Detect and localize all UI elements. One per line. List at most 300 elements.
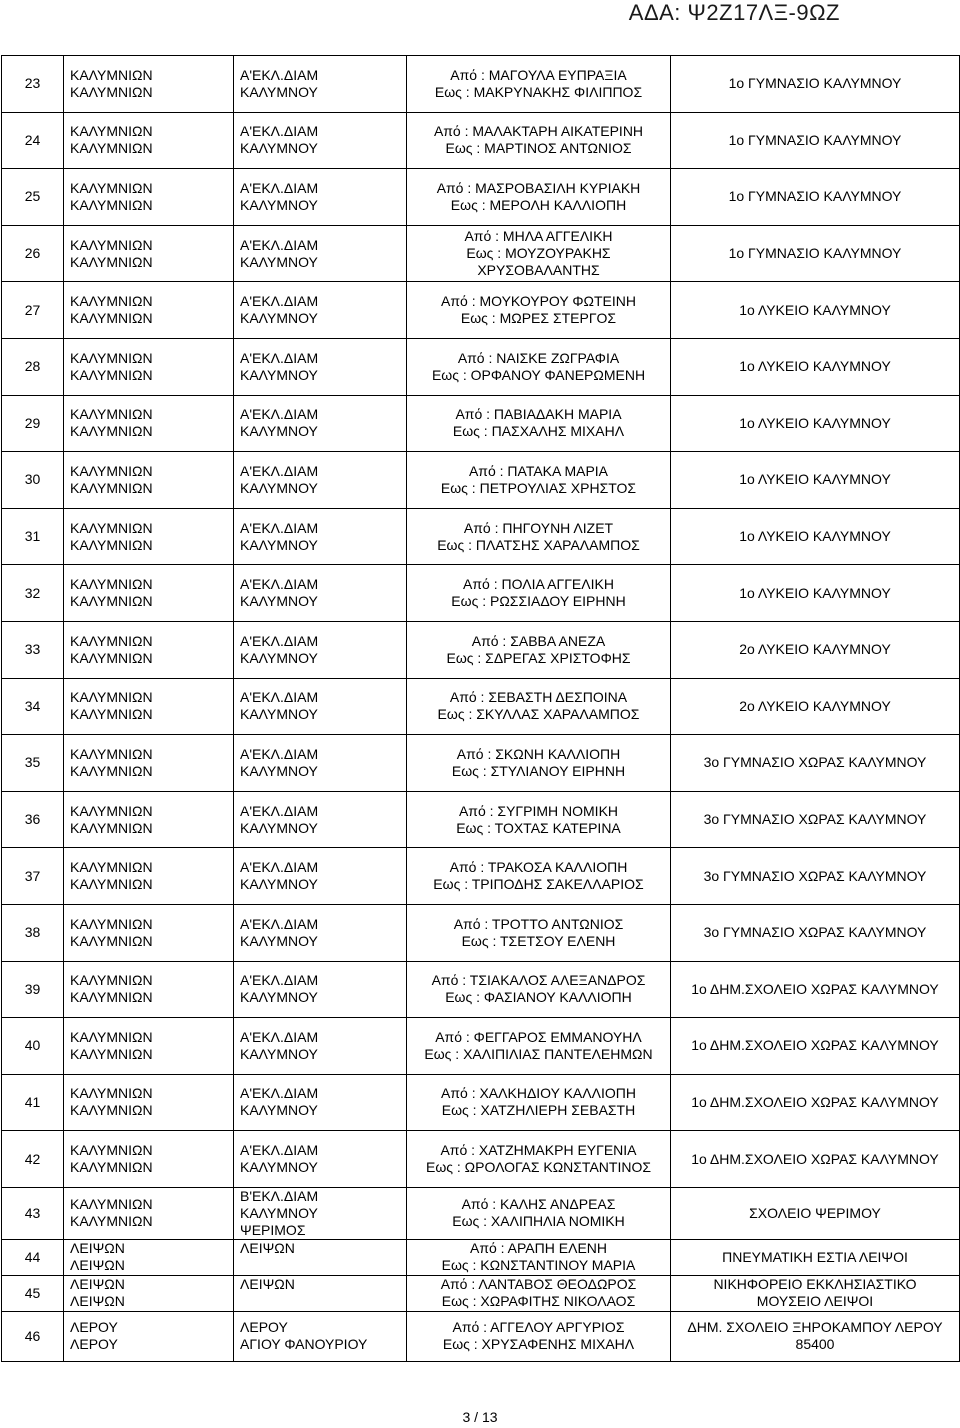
voter-range-cell-line: Από : ΑΓΓΕΛΟΥ ΑΡΓΥΡΙΟΣ	[452, 1319, 625, 1336]
voter-range-cell-line: Από : ΜΑΣΡΟΒΑΣΙΛΗ ΚΥΡΙΑΚΗ	[436, 179, 641, 196]
table-row	[2, 735, 960, 792]
row-number	[2, 112, 64, 169]
table-row	[2, 1275, 960, 1311]
row-number	[2, 56, 64, 113]
district-cell	[234, 678, 407, 735]
district-cell-line: ΚΑΛΥΜΝΟΥ	[240, 649, 318, 666]
row-number-line: 44	[24, 1248, 41, 1265]
school-cell-line: 1ο ΛΥΚΕΙΟ ΚΑΛΥΜΝΟΥ	[739, 471, 891, 488]
school-cell-line: 1ο ΛΥΚΕΙΟ ΚΑΛΥΜΝΟΥ	[739, 584, 891, 601]
municipality-cell	[64, 395, 234, 452]
voter-range-cell-line: Εως : ΤΣΕΤΣΟΥ ΕΛΕΝΗ	[461, 932, 616, 949]
voter-range-cell-line: Από : ΜΟΥΚΟΥΡΟΥ ΦΩΤΕΙΝΗ	[441, 293, 636, 310]
municipality-cell-line: ΚΑΛΥΜΝΙΩΝ	[70, 1102, 153, 1119]
row-number-line: 30	[24, 471, 41, 488]
municipality-cell-line: ΚΑΛΥΜΝΙΩΝ	[70, 1196, 153, 1213]
municipality-cell	[64, 1311, 234, 1361]
district-cell-line: ΚΑΛΥΜΝΟΥ	[240, 196, 318, 213]
district-cell-line	[240, 1293, 406, 1310]
voter-range-cell	[407, 791, 671, 848]
voter-range-cell-line: Εως : ΡΩΣΣΙΑΔΟΥ ΕΙΡΗΝΗ	[451, 593, 626, 610]
voter-range-cell-line: Εως : ΜΑΚΡΥΝΑΚΗΣ ΦΙΛΙΠΠΟΣ	[434, 83, 643, 100]
school-cell	[671, 112, 960, 169]
district-cell	[234, 1275, 407, 1311]
voter-range-cell-line: Εως : ΧΑΤΖΗΛΙΕΡΗ ΣΕΒΑΣΤΗ	[441, 1102, 636, 1119]
voter-range-cell-line: Από : ΠΗΓΟΥΝΗ ΛΙΖΕΤ	[463, 519, 614, 536]
voter-range-cell	[407, 1074, 671, 1131]
municipality-cell-line: ΚΑΛΥΜΝΙΩΝ	[70, 1159, 153, 1176]
row-number	[2, 961, 64, 1018]
municipality-cell-line: ΚΑΛΥΜΝΙΩΝ	[70, 1028, 153, 1045]
district-cell-line: ΚΑΛΥΜΝΟΥ	[240, 819, 318, 836]
school-cell	[671, 1311, 960, 1361]
school-cell-line: 1ο ΓΥΜΝΑΣΙΟ ΚΑΛΥΜΝΟΥ	[728, 75, 902, 92]
district-cell-line: Α'ΕΚΛ.ΔΙΑΜ	[240, 745, 319, 762]
municipality-cell-line: ΚΑΛΥΜΝΙΩΝ	[70, 519, 153, 536]
row-number	[2, 1187, 64, 1239]
district-cell-line: ΚΑΛΥΜΝΟΥ	[240, 423, 318, 440]
district-cell	[234, 169, 407, 226]
table-row	[2, 791, 960, 848]
district-cell	[234, 282, 407, 339]
voter-range-cell-line: Από : ΜΗΛΑ ΑΓΓΕΛΙΚΗ	[464, 228, 613, 245]
school-cell-line: 3ο ΓΥΜΝΑΣΙΟ ΧΩΡΑΣ ΚΑΛΥΜΝΟΥ	[703, 924, 927, 941]
school-cell	[671, 508, 960, 565]
table-row	[2, 1311, 960, 1361]
row-number-line: 28	[24, 358, 41, 375]
district-cell-line: Α'ΕΚΛ.ΔΙΑΜ	[240, 406, 319, 423]
row-number-line: 34	[24, 697, 41, 714]
voter-range-cell	[407, 735, 671, 792]
municipality-cell-line: ΚΑΛΥΜΝΙΩΝ	[70, 819, 153, 836]
row-number	[2, 508, 64, 565]
municipality-cell	[64, 678, 234, 735]
district-cell-line: ΚΑΛΥΜΝΟΥ	[240, 310, 318, 327]
district-cell-line: ΚΑΛΥΜΝΟΥ	[240, 876, 318, 893]
voter-range-cell-line: Εως : ΜΕΡΟΛΗ ΚΑΛΛΙΟΠΗ	[450, 196, 627, 213]
school-cell	[671, 848, 960, 905]
district-cell-line: Α'ΕΚΛ.ΔΙΑΜ	[240, 66, 319, 83]
municipality-cell	[64, 621, 234, 678]
school-cell	[671, 1018, 960, 1075]
municipality-cell	[64, 452, 234, 509]
table-row	[2, 282, 960, 339]
municipality-cell	[64, 112, 234, 169]
district-cell-line: Α'ΕΚΛ.ΔΙΑΜ	[240, 802, 319, 819]
school-cell-line: 1ο ΛΥΚΕΙΟ ΚΑΛΥΜΝΟΥ	[739, 414, 891, 431]
row-number	[2, 169, 64, 226]
table-row	[2, 961, 960, 1018]
school-cell	[671, 735, 960, 792]
school-cell-line: 1ο ΓΥΜΝΑΣΙΟ ΚΑΛΥΜΝΟΥ	[728, 188, 902, 205]
district-cell-line: ΚΑΛΥΜΝΟΥ	[240, 593, 318, 610]
municipality-cell-line: ΛΕΡΟΥ	[70, 1319, 118, 1336]
district-cell-line: ΚΑΛΥΜΝΟΥ	[240, 366, 318, 383]
school-cell-line: 3ο ΓΥΜΝΑΣΙΟ ΧΩΡΑΣ ΚΑΛΥΜΝΟΥ	[703, 867, 927, 884]
municipality-cell-line: ΚΑΛΥΜΝΙΩΝ	[70, 66, 153, 83]
municipality-cell-line: ΚΑΛΥΜΝΙΩΝ	[70, 689, 153, 706]
table-row	[2, 621, 960, 678]
school-cell-line: ΠΝΕΥΜΑΤΙΚΗ ΕΣΤΙΑ ΛΕΙΨΟΙ	[722, 1248, 908, 1265]
municipality-cell-line: ΚΑΛΥΜΝΙΩΝ	[70, 1045, 153, 1062]
row-number	[2, 1275, 64, 1311]
school-cell-line: ΜΟΥΣΕΙΟ ΛΕΙΨΟΙ	[756, 1293, 874, 1310]
voter-range-cell-line: Από : ΧΑΤΖΗΜΑΚΡΗ ΕΥΓΕΝΙΑ	[440, 1142, 637, 1159]
municipality-cell	[64, 338, 234, 395]
polling-stations-table	[1, 55, 960, 1362]
table-row	[2, 452, 960, 509]
voter-range-cell-line: Από : ΧΑΛΚΗΔΙΟΥ ΚΑΛΛΙΟΠΗ	[441, 1085, 636, 1102]
school-cell-line: 1ο ΓΥΜΝΑΣΙΟ ΚΑΛΥΜΝΟΥ	[728, 131, 902, 148]
voter-range-cell-line: Εως : ΧΑΛΙΠΗΛΙΑ ΝΟΜΙΚΗ	[452, 1213, 625, 1230]
district-cell	[234, 338, 407, 395]
district-cell-line: Α'ΕΚΛ.ΔΙΑΜ	[240, 632, 319, 649]
district-cell-line: ΚΑΛΥΜΝΟΥ	[240, 1102, 318, 1119]
municipality-cell-line: ΚΑΛΥΜΝΙΩΝ	[70, 632, 153, 649]
school-cell	[671, 904, 960, 961]
municipality-cell-line: ΚΑΛΥΜΝΙΩΝ	[70, 1142, 153, 1159]
district-cell-line: ΚΑΛΥΜΝΟΥ	[240, 479, 318, 496]
district-cell-line: Α'ΕΚΛ.ΔΙΑΜ	[240, 576, 319, 593]
voter-range-cell-line: Εως : ΠΛΑΤΣΗΣ ΧΑΡΑΛΑΜΠΟΣ	[437, 536, 640, 553]
district-cell-line: ΑΓΙΟΥ ΦΑΝΟΥΡΙΟΥ	[240, 1336, 368, 1353]
district-cell-line: Α'ΕΚΛ.ΔΙΑΜ	[240, 519, 319, 536]
municipality-cell-line: ΚΑΛΥΜΝΙΩΝ	[70, 859, 153, 876]
municipality-cell-line: ΚΑΛΥΜΝΙΩΝ	[70, 706, 153, 723]
municipality-cell-line: ΚΑΛΥΜΝΙΩΝ	[70, 989, 153, 1006]
municipality-cell	[64, 508, 234, 565]
row-number	[2, 452, 64, 509]
municipality-cell-line: ΛΕΡΟΥ	[70, 1336, 118, 1353]
district-cell-line: ΛΕΙΨΩΝ	[240, 1240, 295, 1257]
district-cell-line: Α'ΕΚΛ.ΔΙΑΜ	[240, 1028, 319, 1045]
voter-range-cell-line: Από : ΣΥΓΡΙΜΗ ΝΟΜΙΚΗ	[458, 802, 619, 819]
district-cell	[234, 1074, 407, 1131]
municipality-cell	[64, 56, 234, 113]
voter-range-cell	[407, 452, 671, 509]
table-row	[2, 56, 960, 113]
municipality-cell	[64, 1187, 234, 1239]
municipality-cell-line: ΚΑΛΥΜΝΙΩΝ	[70, 762, 153, 779]
district-cell-line: Α'ΕΚΛ.ΔΙΑΜ	[240, 1142, 319, 1159]
municipality-cell-line: ΚΑΛΥΜΝΙΩΝ	[70, 236, 153, 253]
school-cell	[671, 565, 960, 622]
municipality-cell-line: ΚΑΛΥΜΝΙΩΝ	[70, 932, 153, 949]
voter-range-cell-line: Εως : ΤΡΙΠΟΔΗΣ ΣΑΚΕΛΛΑΡΙΟΣ	[433, 876, 644, 893]
row-number	[2, 1074, 64, 1131]
voter-range-cell-line: Εως : ΧΑΛΙΠΙΛΙΑΣ ΠΑΝΤΕΛΕΗΜΩΝ	[424, 1045, 653, 1062]
district-cell-line: Α'ΕΚΛ.ΔΙΑΜ	[240, 349, 319, 366]
voter-range-cell	[407, 169, 671, 226]
district-cell-line: ΚΑΛΥΜΝΟΥ	[240, 1045, 318, 1062]
row-number	[2, 395, 64, 452]
voter-range-cell-line: Εως : ΣΚΥΛΛΑΣ ΧΑΡΑΛΑΜΠΟΣ	[437, 706, 640, 723]
district-cell	[234, 1239, 407, 1275]
school-cell-line: 1ο ΛΥΚΕΙΟ ΚΑΛΥΜΝΟΥ	[739, 528, 891, 545]
school-cell-line: 1ο ΛΥΚΕΙΟ ΚΑΛΥΜΝΟΥ	[739, 358, 891, 375]
municipality-cell-line: ΚΑΛΥΜΝΙΩΝ	[70, 915, 153, 932]
district-cell	[234, 508, 407, 565]
municipality-cell-line: ΚΑΛΥΜΝΙΩΝ	[70, 1085, 153, 1102]
voter-range-cell	[407, 1131, 671, 1188]
district-cell	[234, 961, 407, 1018]
district-cell	[234, 791, 407, 848]
table-row	[2, 1018, 960, 1075]
district-cell	[234, 1187, 407, 1239]
district-cell	[234, 395, 407, 452]
voter-range-cell-line: Από : ΑΡΑΠΗ ΕΛΕΝΗ	[469, 1240, 607, 1257]
voter-range-cell-line: Από : ΣΚΩΝΗ ΚΑΛΛΙΟΠΗ	[456, 745, 621, 762]
municipality-cell-line: ΚΑΛΥΜΝΙΩΝ	[70, 406, 153, 423]
row-number-line: 38	[24, 924, 41, 941]
voter-range-cell-line: Εως : ΧΡΥΣΑΦΕΝΗΣ ΜΙΧΑΗΛ	[442, 1336, 635, 1353]
row-number	[2, 678, 64, 735]
voter-range-cell	[407, 1018, 671, 1075]
school-cell	[671, 1239, 960, 1275]
row-number	[2, 904, 64, 961]
district-cell-line: ΚΑΛΥΜΝΟΥ	[240, 932, 318, 949]
municipality-cell-line: ΚΑΛΥΜΝΙΩΝ	[70, 423, 153, 440]
municipality-cell-line: ΚΑΛΥΜΝΙΩΝ	[70, 366, 153, 383]
voter-range-cell-line: Από : ΚΑΛΗΣ ΑΝΔΡΕΑΣ	[461, 1196, 616, 1213]
row-number	[2, 791, 64, 848]
district-cell-line: ΚΑΛΥΜΝΟΥ	[240, 140, 318, 157]
municipality-cell	[64, 791, 234, 848]
voter-range-cell-line: Από : ΣΑΒΒΑ ΑΝΕΖΑ	[471, 632, 606, 649]
row-number	[2, 282, 64, 339]
district-cell	[234, 1018, 407, 1075]
district-cell-line: Α'ΕΚΛ.ΔΙΑΜ	[240, 972, 319, 989]
municipality-cell-line: ΚΑΛΥΜΝΙΩΝ	[70, 179, 153, 196]
municipality-cell	[64, 1074, 234, 1131]
row-number-line: 24	[24, 131, 41, 148]
row-number-line: 27	[24, 301, 41, 318]
municipality-cell	[64, 565, 234, 622]
district-cell	[234, 56, 407, 113]
table-row	[2, 338, 960, 395]
voter-range-cell-line: Εως : ΩΡΟΛΟΓΑΣ ΚΩΝΣΤΑΝΤΙΝΟΣ	[425, 1159, 651, 1176]
municipality-cell-line: ΚΑΛΥΜΝΙΩΝ	[70, 876, 153, 893]
row-number	[2, 338, 64, 395]
row-number-line: 42	[24, 1150, 41, 1167]
voter-range-cell-line: Εως : ΠΑΣΧΑΛΗΣ ΜΙΧΑΗΛ	[452, 423, 625, 440]
district-cell-line: ΨΕΡΙΜΟΣ	[240, 1221, 306, 1238]
municipality-cell-line: ΚΑΛΥΜΝΙΩΝ	[70, 293, 153, 310]
row-number	[2, 1018, 64, 1075]
municipality-cell-line: ΚΑΛΥΜΝΙΩΝ	[70, 479, 153, 496]
row-number-line: 41	[24, 1093, 41, 1110]
district-cell-line	[240, 1257, 406, 1274]
row-number-line: 36	[24, 811, 41, 828]
school-cell-line: 1ο ΓΥΜΝΑΣΙΟ ΚΑΛΥΜΝΟΥ	[728, 245, 902, 262]
school-cell	[671, 1275, 960, 1311]
row-number	[2, 225, 64, 282]
row-number	[2, 565, 64, 622]
table-row	[2, 678, 960, 735]
district-cell	[234, 904, 407, 961]
voter-range-cell-line: Από : ΤΣΙΑΚΑΛΟΣ ΑΛΕΞΑΝΔΡΟΣ	[431, 972, 646, 989]
district-cell-line: ΚΑΛΥΜΝΟΥ	[240, 83, 318, 100]
voter-range-cell-line: Εως : ΣΤΥΛΙΑΝΟΥ ΕΙΡΗΝΗ	[451, 762, 626, 779]
row-number	[2, 1131, 64, 1188]
voter-range-cell-line: Από : ΛΑΝΤΑΒΟΣ ΘΕΟΔΩΡΟΣ	[440, 1276, 637, 1293]
row-number-line: 46	[24, 1327, 41, 1344]
school-cell	[671, 1074, 960, 1131]
page-number: 3 / 13	[462, 1409, 498, 1425]
school-cell-line: 3ο ΓΥΜΝΑΣΙΟ ΧΩΡΑΣ ΚΑΛΥΜΝΟΥ	[703, 754, 927, 771]
municipality-cell	[64, 735, 234, 792]
municipality-cell	[64, 1275, 234, 1311]
district-cell-line: Α'ΕΚΛ.ΔΙΑΜ	[240, 236, 319, 253]
municipality-cell-line: ΚΑΛΥΜΝΙΩΝ	[70, 649, 153, 666]
school-cell	[671, 282, 960, 339]
district-cell-line: ΚΑΛΥΜΝΟΥ	[240, 1204, 318, 1221]
table-row	[2, 1239, 960, 1275]
district-cell	[234, 735, 407, 792]
district-cell	[234, 848, 407, 905]
municipality-cell-line: ΚΑΛΥΜΝΙΩΝ	[70, 123, 153, 140]
district-cell-line: Α'ΕΚΛ.ΔΙΑΜ	[240, 293, 319, 310]
voter-range-cell-line: Από : ΣΕΒΑΣΤΗ ΔΕΣΠΟΙΝΑ	[449, 689, 628, 706]
row-number	[2, 1311, 64, 1361]
municipality-cell-line: ΚΑΛΥΜΝΙΩΝ	[70, 196, 153, 213]
table-row	[2, 848, 960, 905]
voter-range-cell	[407, 56, 671, 113]
table-row	[2, 1074, 960, 1131]
row-number	[2, 735, 64, 792]
row-number	[2, 1239, 64, 1275]
voter-range-cell	[407, 1187, 671, 1239]
school-cell	[671, 452, 960, 509]
district-cell-line: ΛΕΙΨΩΝ	[240, 1276, 295, 1293]
voter-range-cell-line: Εως : ΚΩΝΣΤΑΝΤΙΝΟΥ ΜΑΡΙΑ	[441, 1257, 636, 1274]
voter-range-cell-line: Από : ΠΑΒΙΑΔΑΚΗ ΜΑΡΙΑ	[455, 406, 622, 423]
table-row	[2, 508, 960, 565]
school-cell	[671, 621, 960, 678]
school-cell	[671, 56, 960, 113]
school-cell-line: 1ο ΔΗΜ.ΣΧΟΛΕΙΟ ΧΩΡΑΣ ΚΑΛΥΜΝΟΥ	[691, 1150, 939, 1167]
municipality-cell-line: ΚΑΛΥΜΝΙΩΝ	[70, 253, 153, 270]
district-cell-line: ΛΕΡΟΥ	[240, 1319, 288, 1336]
school-cell-line: 2ο ΛΥΚΕΙΟ ΚΑΛΥΜΝΟΥ	[739, 697, 891, 714]
municipality-cell-line: ΚΑΛΥΜΝΙΩΝ	[70, 140, 153, 157]
voter-range-cell-line: Εως : ΧΩΡΑΦΙΤΗΣ ΝΙΚΟΛΑΟΣ	[441, 1293, 636, 1310]
school-cell	[671, 961, 960, 1018]
row-number-line: 31	[24, 528, 41, 545]
voter-range-cell	[407, 565, 671, 622]
municipality-cell	[64, 904, 234, 961]
municipality-cell	[64, 848, 234, 905]
school-cell	[671, 225, 960, 282]
district-cell-line: Α'ΕΚΛ.ΔΙΑΜ	[240, 462, 319, 479]
district-cell-line: ΚΑΛΥΜΝΟΥ	[240, 253, 318, 270]
municipality-cell-line: ΛΕΙΨΩΝ	[70, 1240, 125, 1257]
district-cell-line: Α'ΕΚΛ.ΔΙΑΜ	[240, 1085, 319, 1102]
voter-range-cell-line: Εως : ΜΟΥΖΟΥΡΑΚΗΣ	[466, 245, 611, 262]
school-cell-line: ΔΗΜ. ΣΧΟΛΕΙΟ ΞΗΡΟΚΑΜΠΟΥ ΛΕΡΟΥ	[687, 1319, 943, 1336]
row-number-line: 26	[24, 245, 41, 262]
municipality-cell	[64, 169, 234, 226]
municipality-cell-line: ΚΑΛΥΜΝΙΩΝ	[70, 310, 153, 327]
voter-range-cell-line: Από : ΤΡΑΚΟΣΑ ΚΑΛΛΙΟΠΗ	[449, 859, 628, 876]
voter-range-cell	[407, 904, 671, 961]
district-cell	[234, 452, 407, 509]
row-number-line: 32	[24, 584, 41, 601]
row-number-line: 43	[24, 1204, 41, 1221]
row-number-line: 40	[24, 1037, 41, 1054]
table-row	[2, 112, 960, 169]
voter-range-cell	[407, 112, 671, 169]
voter-range-cell	[407, 678, 671, 735]
table-row	[2, 565, 960, 622]
municipality-cell-line: ΚΑΛΥΜΝΙΩΝ	[70, 593, 153, 610]
municipality-cell-line: ΛΕΙΨΩΝ	[70, 1276, 125, 1293]
municipality-cell	[64, 225, 234, 282]
municipality-cell-line: ΚΑΛΥΜΝΙΩΝ	[70, 1213, 153, 1230]
row-number-line: 25	[24, 188, 41, 205]
voter-range-cell-line: Από : ΠΟΛΙΑ ΑΓΓΕΛΙΚΗ	[463, 576, 614, 593]
school-cell-line: 2ο ΛΥΚΕΙΟ ΚΑΛΥΜΝΟΥ	[739, 641, 891, 658]
table-row	[2, 225, 960, 282]
voter-range-cell-line: Από : ΝΑΙΣΚΕ ΖΩΓΡΑΦΙΑ	[457, 349, 620, 366]
municipality-cell	[64, 961, 234, 1018]
school-cell-line: ΝΙΚΗΦΟΡΕΙΟ ΕΚΚΛΗΣΙΑΣΤΙΚΟ	[713, 1276, 917, 1293]
district-cell	[234, 565, 407, 622]
voter-range-cell	[407, 848, 671, 905]
school-cell-line: 1ο ΛΥΚΕΙΟ ΚΑΛΥΜΝΟΥ	[739, 301, 891, 318]
municipality-cell-line: ΚΑΛΥΜΝΙΩΝ	[70, 349, 153, 366]
district-cell	[234, 621, 407, 678]
voter-range-cell-line: Εως : ΠΕΤΡΟΥΛΙΑΣ ΧΡΗΣΤΟΣ	[440, 479, 637, 496]
voter-range-cell	[407, 395, 671, 452]
municipality-cell	[64, 1131, 234, 1188]
voter-range-cell	[407, 621, 671, 678]
voter-range-cell-line: Εως : ΟΡΦΑΝΟΥ ΦΑΝΕΡΩΜΕΝΗ	[431, 366, 646, 383]
row-number	[2, 621, 64, 678]
voter-range-cell-line: Από : ΤΡΟΤΤΟ ΑΝΤΩΝΙΟΣ	[453, 915, 624, 932]
municipality-cell	[64, 1239, 234, 1275]
school-cell-line: 1ο ΔΗΜ.ΣΧΟΛΕΙΟ ΧΩΡΑΣ ΚΑΛΥΜΝΟΥ	[691, 980, 939, 997]
school-cell-line: 1ο ΔΗΜ.ΣΧΟΛΕΙΟ ΧΩΡΑΣ ΚΑΛΥΜΝΟΥ	[691, 1093, 939, 1110]
row-number-line: 45	[24, 1284, 41, 1301]
district-cell-line: ΚΑΛΥΜΝΟΥ	[240, 762, 318, 779]
table-row	[2, 1131, 960, 1188]
voter-range-cell-line: Από : ΜΑΛΑΚΤΑΡΗ ΑΙΚΑΤΕΡΙΝΗ	[433, 123, 644, 140]
table-row	[2, 904, 960, 961]
district-cell-line: Α'ΕΚΛ.ΔΙΑΜ	[240, 859, 319, 876]
district-cell-line: Α'ΕΚΛ.ΔΙΑΜ	[240, 915, 319, 932]
district-cell-line: ΚΑΛΥΜΝΟΥ	[240, 1159, 318, 1176]
school-cell-line: 1ο ΔΗΜ.ΣΧΟΛΕΙΟ ΧΩΡΑΣ ΚΑΛΥΜΝΟΥ	[691, 1037, 939, 1054]
municipality-cell	[64, 282, 234, 339]
school-cell	[671, 395, 960, 452]
municipality-cell	[64, 1018, 234, 1075]
municipality-cell-line: ΛΕΙΨΩΝ	[70, 1257, 125, 1274]
voter-range-cell	[407, 1311, 671, 1361]
voter-range-cell-line: Από : ΜΑΓΟΥΛΑ ΕΥΠΡΑΞΙΑ	[450, 66, 627, 83]
ada-code: ΑΔΑ: Ψ2Ζ17ΛΞ-9ΩΖ	[628, 0, 840, 25]
voter-range-cell	[407, 1239, 671, 1275]
district-cell-line: Α'ΕΚΛ.ΔΙΑΜ	[240, 123, 319, 140]
school-cell-line: 3ο ΓΥΜΝΑΣΙΟ ΧΩΡΑΣ ΚΑΛΥΜΝΟΥ	[703, 811, 927, 828]
school-cell	[671, 791, 960, 848]
district-cell	[234, 225, 407, 282]
district-cell-line: ΚΑΛΥΜΝΟΥ	[240, 706, 318, 723]
voter-range-cell	[407, 1275, 671, 1311]
voter-range-cell-line: Από : ΠΑΤΑΚΑ ΜΑΡΙΑ	[468, 462, 609, 479]
school-cell	[671, 1131, 960, 1188]
municipality-cell-line: ΚΑΛΥΜΝΙΩΝ	[70, 462, 153, 479]
